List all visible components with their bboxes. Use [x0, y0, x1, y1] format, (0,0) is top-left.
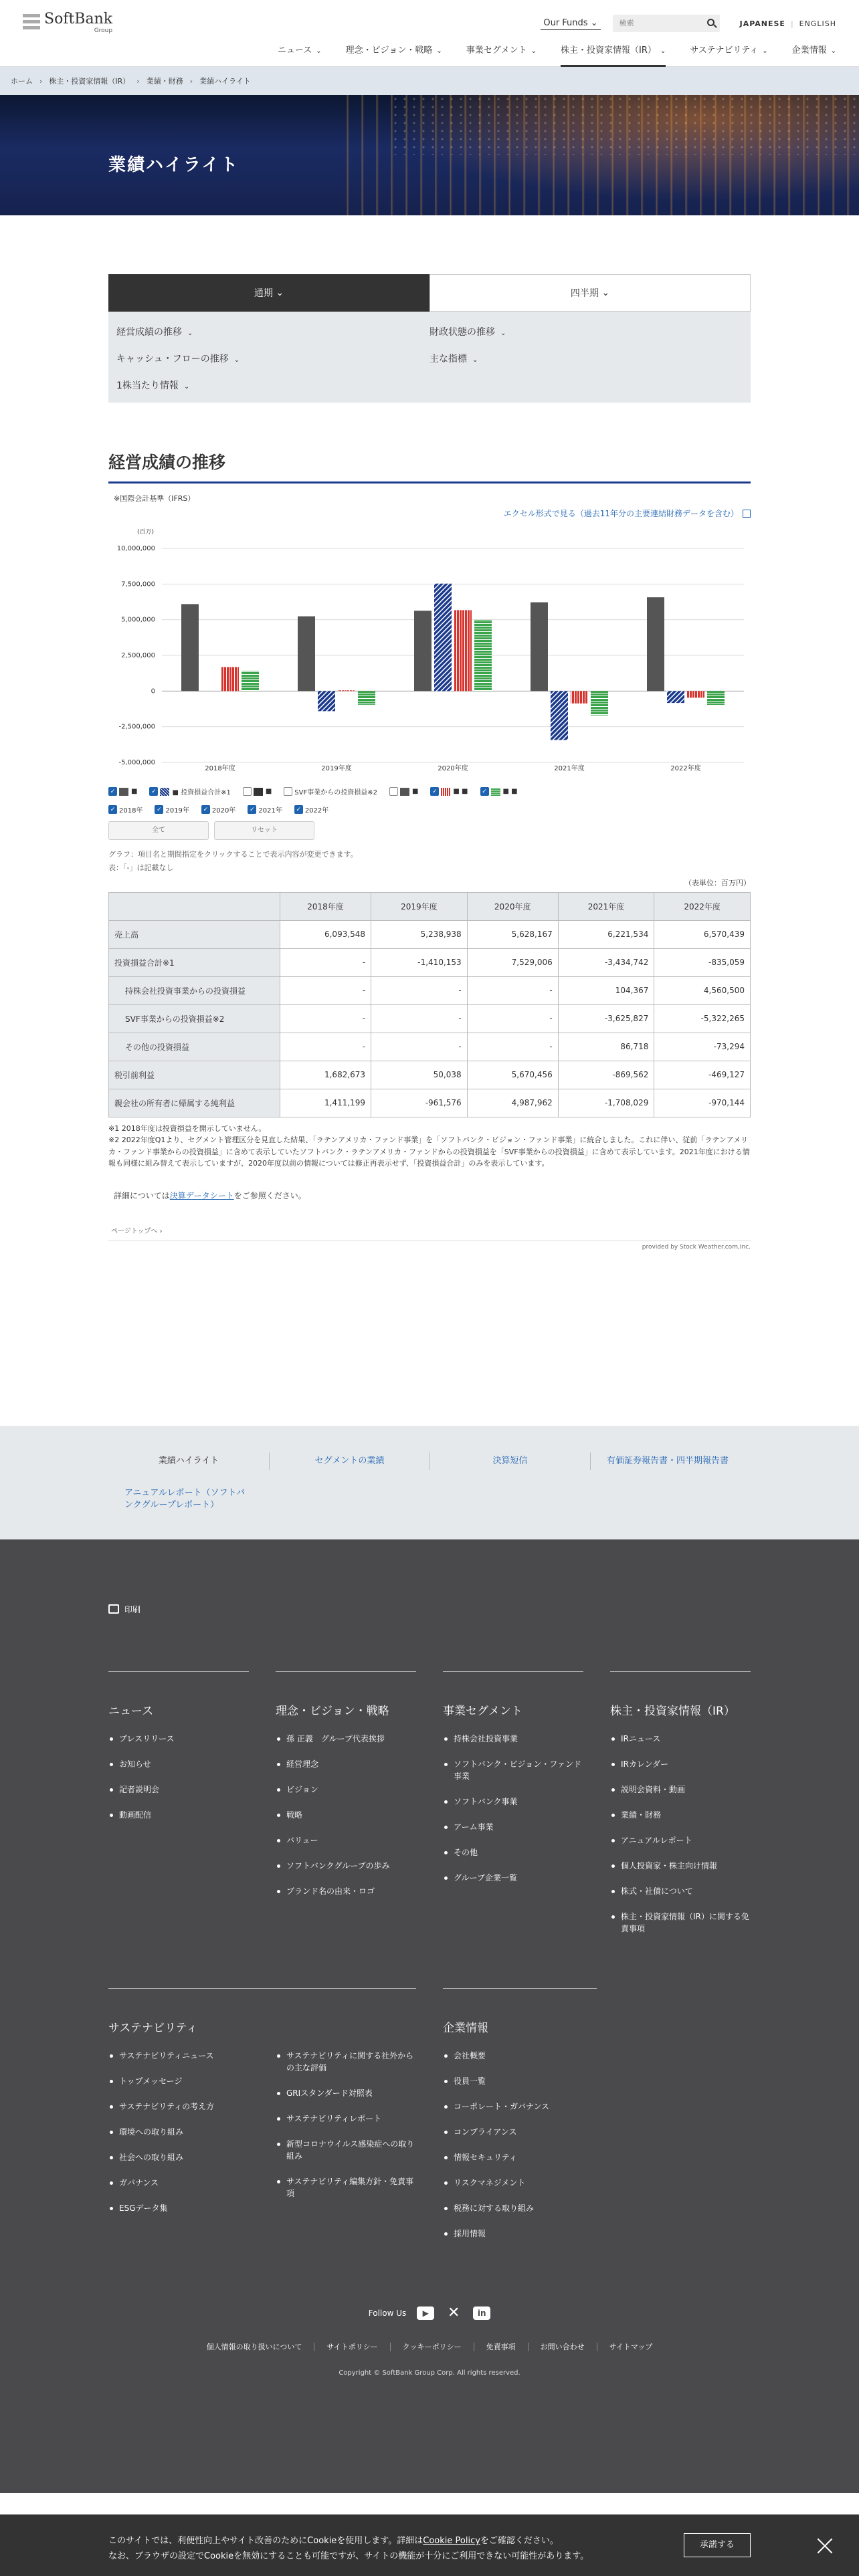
chevron-down-icon: ⌄ — [233, 356, 240, 364]
search-box — [613, 15, 720, 32]
chevron-right-icon: › — [136, 76, 140, 86]
footer-link[interactable]: 業績・財務 — [610, 1809, 751, 1821]
table-cell: 104,367 — [558, 976, 654, 1004]
row-label: 税引前利益 — [109, 1061, 280, 1089]
footnote-2: ※2 2022年度Q1より、セグメント管理区分を見直した結果、「ラテンアメリカ・ファンド事業」を「ソフトバンク・ビジョン・ファンド事業」に統合しました。これに伴い、従前「ラテンアメリカ・ファンド事業からの投資損益」に含めて表示していたソフトバンク・ラテンアメリカ・ファンドからの投資損益を「SVF事業からの投資損益」に含めて表示しています。2021年度における情報も同様に組み替えて表示していますが、2020年度以前の情報については修正再表示せず、「投資損益合計」のみを表示しています。 — [108, 1136, 750, 1168]
bar — [454, 610, 472, 691]
bar — [667, 691, 684, 703]
detail-note: 詳細については決算データシートをご参照ください。 — [114, 1190, 306, 1200]
table-cell: 5,628,167 — [467, 920, 558, 948]
table-cell: -1,708,029 — [558, 1089, 654, 1117]
gnav-sustainability[interactable]: サステナビリティ ⌄ — [690, 45, 768, 56]
table-row — [109, 1004, 751, 1033]
bar — [221, 667, 239, 691]
lang-english[interactable]: ENGLISH — [799, 19, 836, 28]
logo-text: SoftBank — [44, 11, 113, 27]
bar — [318, 691, 335, 711]
tab-quarterly[interactable]: 四半期 ⌄ — [430, 274, 751, 312]
page-title: 業績ハイライト — [108, 155, 240, 175]
chevron-down-icon: ⌄ — [316, 47, 322, 55]
footer-link[interactable]: 税務に対する取り組み — [443, 2202, 751, 2214]
excel-link[interactable]: エクセル形式で見る（過去11年分の主要連結財務データを含む） — [108, 508, 751, 519]
results-table — [108, 892, 751, 1117]
bar — [298, 617, 315, 691]
footer-col — [610, 1671, 751, 1948]
year-2018-toggle[interactable]: ✓ 2018年 — [108, 804, 142, 815]
footer-link[interactable]: ガバナンス — [108, 2177, 249, 2189]
footer-heading[interactable]: 事業セグメント — [443, 1704, 522, 1718]
bar — [242, 671, 259, 691]
footer-link[interactable]: ソフトバンク事業 — [443, 1796, 583, 1808]
crumb-ir[interactable]: 株主・投資家情報（IR） — [49, 77, 130, 86]
chevron-down-icon: ⌄ — [500, 330, 506, 337]
table-row — [109, 1089, 751, 1117]
localnav-highlights[interactable]: 業績ハイライト — [158, 1455, 219, 1466]
y-tick-label: 2,500,000 — [121, 652, 155, 659]
page-top-link[interactable]: ページトップへ › — [111, 1227, 163, 1235]
footer-link[interactable]: 環境への取り組み — [108, 2126, 249, 2138]
footer-link[interactable]: 個人投資家・株主向け情報 — [610, 1860, 751, 1872]
chart-notes — [108, 848, 751, 875]
footer-link[interactable]: ソフトバンクグループの歩み — [276, 1860, 416, 1872]
anchor-key-indicators[interactable]: 主な指標 ⌄ — [430, 354, 478, 364]
provided-by: provided by Stock Weather.com,Inc. — [108, 1241, 751, 1251]
reset-button[interactable]: リセット — [214, 821, 314, 840]
footer-link[interactable]: サステナビリティの考え方 — [108, 2101, 249, 2113]
table-cell: -469,127 — [654, 1061, 751, 1089]
bar — [338, 690, 355, 691]
chevron-down-icon: ⌄ — [601, 288, 610, 298]
breadcrumb — [0, 67, 859, 95]
search-input[interactable] — [613, 15, 700, 32]
footer-link[interactable]: 情報セキュリティ — [443, 2151, 751, 2163]
footer-link-privacy[interactable]: 個人情報の取り扱いについて — [206, 2342, 302, 2351]
utility-bar — [541, 15, 836, 32]
external-link-icon — [743, 510, 751, 518]
follow-label: Follow Us — [368, 2308, 407, 2318]
row-label: 投資損益合計※1 — [109, 948, 280, 976]
footer-link[interactable]: バリュー — [276, 1834, 416, 1846]
y-tick-label: 5,000,000 — [121, 616, 155, 624]
table-cell: 4,560,500 — [654, 976, 751, 1004]
table-cell: -3,625,827 — [558, 1004, 654, 1033]
lang-japanese[interactable]: JAPANESE — [739, 19, 785, 28]
gnav-news[interactable]: ニュース ⌄ — [277, 45, 322, 56]
table-cell: 1,682,673 — [280, 1061, 371, 1089]
footer-heading[interactable]: 理念・ビジョン・戦略 — [276, 1704, 389, 1718]
footer-link[interactable]: GRIスタンダード対照表 — [276, 2087, 416, 2099]
bar — [531, 603, 548, 691]
footer-links — [108, 2341, 751, 2352]
table-cell: - — [467, 976, 558, 1004]
footer-link[interactable]: 役員一覧 — [443, 2075, 751, 2087]
table-cell: -961,576 — [371, 1089, 468, 1117]
table-cell: - — [280, 976, 371, 1004]
legend-svf[interactable]: SVF事業からの投資損益※2 — [284, 786, 377, 796]
gnav-vision[interactable]: 理念・ビジョン・戦略 ⌄ — [345, 45, 442, 56]
table-row — [109, 920, 751, 948]
footer-link[interactable]: グループ企業一覧 — [443, 1872, 583, 1884]
local-nav — [0, 1426, 859, 1539]
footer-col-corporate — [443, 1988, 751, 2253]
footer-link[interactable]: プレスリリース — [108, 1733, 249, 1745]
table-cell: -869,562 — [558, 1061, 654, 1089]
year-legend — [108, 804, 751, 815]
footer-link[interactable]: 経営理念 — [276, 1758, 416, 1770]
table-cell: 6,221,534 — [558, 920, 654, 948]
bar — [687, 691, 704, 697]
footer-link[interactable]: 戦略 — [276, 1809, 416, 1821]
table-cell: -73,294 — [654, 1033, 751, 1061]
footer-link[interactable]: その他 — [443, 1846, 583, 1858]
year-2021-toggle[interactable]: ✓ 2021年 — [248, 804, 282, 815]
legend-investment[interactable]: ✓ ■ 投資損益合計※1 — [149, 786, 230, 796]
table-cell: - — [371, 976, 468, 1004]
chevron-down-icon: ⌄ — [183, 383, 190, 391]
footer-link[interactable]: アーム事業 — [443, 1821, 583, 1833]
bar — [647, 597, 664, 691]
gnav-corporate[interactable]: 企業情報 ⌄ — [791, 45, 836, 56]
table-cell: 6,570,439 — [654, 920, 751, 948]
footer-columns — [108, 1671, 751, 1948]
chart-buttons — [108, 821, 751, 840]
footer-heading[interactable]: 株主・投資家情報（IR） — [610, 1704, 735, 1718]
y-tick-label: -5,000,000 — [118, 759, 155, 766]
y-tick-label: -2,500,000 — [118, 723, 155, 731]
table-row — [109, 948, 751, 976]
footer-link[interactable]: 記者説明会 — [108, 1784, 249, 1796]
year-2019-toggle[interactable]: ✓ 2019年 — [155, 804, 189, 815]
footer-link[interactable]: 新型コロナウイルス感染症への取り組み — [276, 2138, 416, 2162]
legend-net-income[interactable]: ✓ ■ ■ — [480, 787, 518, 796]
table-row — [109, 1061, 751, 1089]
chevron-down-icon: ⌄ — [472, 356, 478, 364]
table-cell: 50,038 — [371, 1061, 468, 1089]
table-cell: - — [467, 1004, 558, 1033]
softbank-logo[interactable] — [23, 12, 112, 34]
table-cell: -5,322,265 — [654, 1004, 751, 1033]
bar — [434, 584, 452, 691]
footer-link[interactable]: ソフトバンク・ビジョン・ファンド事業 — [443, 1758, 583, 1782]
footer-link[interactable]: 社会への取り組み — [108, 2151, 249, 2163]
results-chart — [108, 522, 751, 778]
y-tick-label: 7,500,000 — [121, 580, 155, 588]
global-nav — [254, 43, 836, 67]
footer-link[interactable]: 動画配信 — [108, 1809, 249, 1821]
footer-link-disclaimer[interactable]: 免責事項 — [474, 2343, 528, 2351]
x-tick-label: 2019年度 — [321, 765, 352, 772]
table-col-header: 2018年度 — [280, 892, 371, 920]
footer-link[interactable]: 説明会資料・動画 — [610, 1784, 751, 1796]
table-cell: 4,987,962 — [467, 1089, 558, 1117]
footer-link[interactable]: 孫 正義 グループ代表挨拶 — [276, 1733, 416, 1745]
row-label: SVF事業からの投資損益※2 — [109, 1004, 280, 1033]
chevron-down-icon: ⌄ — [276, 288, 284, 298]
localnav-securities-report[interactable]: 有価証券報告書・四半期報告書 — [590, 1453, 751, 1470]
cookie-banner — [0, 2514, 859, 2576]
footer-link[interactable]: ESGデータ集 — [108, 2202, 249, 2214]
period-tabs — [108, 274, 751, 312]
table-cell: 1,411,199 — [280, 1089, 371, 1117]
bar — [551, 691, 568, 740]
row-label: その他の投資損益 — [109, 1033, 280, 1061]
footer-link-cookie-policy[interactable]: クッキーポリシー — [390, 2343, 474, 2351]
chevron-down-icon: ⌄ — [531, 47, 537, 55]
footer-col — [443, 1671, 583, 1948]
footer-link[interactable]: 持株会社投資事業 — [443, 1733, 583, 1745]
crumb-current: 業績ハイライト — [199, 77, 251, 86]
footer-heading[interactable]: ニュース — [108, 1704, 154, 1718]
table-cell: - — [280, 1004, 371, 1033]
site-header — [0, 0, 859, 67]
accept-cookie-button[interactable]: 承諾する — [684, 2533, 751, 2557]
footer-heading[interactable]: サステナビリティ — [108, 2021, 198, 2035]
y-tick-label: 10,000,000 — [116, 545, 155, 552]
table-cell: 5,238,938 — [371, 920, 468, 948]
follow-us — [108, 2306, 751, 2320]
chevron-right-icon: › — [159, 1227, 163, 1235]
cookie-message: このサイトでは、利便性向上やサイト改善のためにCookieを使用します。詳細はCookie Policyをご確認ください。 なお、ブラウザの設定でCookieを無効にすることも可能ですが、サイトの機能が十分にご利用できない可能性があります。 — [108, 2536, 589, 2562]
footer-link[interactable]: サステナビリティに関する社外からの主な評価 — [276, 2050, 416, 2074]
footer-link[interactable]: コーポレート・ガバナンス — [443, 2101, 751, 2113]
chevron-right-icon: › — [189, 76, 193, 86]
series-legend — [108, 786, 751, 796]
search-icon[interactable] — [707, 19, 714, 26]
footer-link-site-policy[interactable]: サイトポリシー — [314, 2343, 389, 2351]
x-twitter-icon[interactable]: ✕ — [448, 2304, 460, 2321]
chevron-down-icon: ⌄ — [187, 330, 193, 337]
x-tick-label: 2020年度 — [438, 765, 468, 772]
footer-link[interactable]: ブランド名の由来・ロゴ — [276, 1885, 416, 1897]
chevron-down-icon: ⌄ — [762, 47, 768, 55]
chevron-right-icon: › — [39, 76, 43, 86]
note-graph: グラフ：項目名と期間指定をクリックすることで表示内容が変更できます。 — [108, 850, 358, 859]
anchor-results[interactable]: 経営成績の推移 ⌄ — [116, 327, 193, 338]
anchor-cash-flow[interactable]: キャッシュ・フローの推移 ⌄ — [116, 354, 240, 364]
footer-link-contact[interactable]: お問い合わせ — [528, 2343, 597, 2351]
table-header-row — [109, 892, 751, 920]
table-cell: - — [280, 948, 371, 976]
footer-link[interactable]: サステナビリティレポート — [276, 2113, 416, 2125]
table-col-header: 2020年度 — [467, 892, 558, 920]
footer-link[interactable]: お知らせ — [108, 1758, 249, 1770]
table-col-header: 2021年度 — [558, 892, 654, 920]
chevron-down-icon: ⌄ — [830, 47, 836, 55]
crumb-finance[interactable]: 業績・財務 — [146, 77, 183, 86]
note-table: 表：「-」は記載なし — [108, 863, 174, 872]
footer-link[interactable]: サステナビリティ編集方針・免責事項 — [276, 2175, 416, 2199]
bar — [474, 620, 492, 691]
close-icon[interactable] — [815, 2536, 835, 2556]
table-corner — [109, 892, 280, 920]
show-all-button[interactable]: 全て — [108, 821, 209, 840]
site-footer — [0, 1539, 859, 2493]
table-cell: -970,144 — [654, 1089, 751, 1117]
anchor-financial-position[interactable]: 財政状態の推移 ⌄ — [430, 327, 506, 338]
localnav-annual-report[interactable]: アニュアルレポート（ソフトバンクグループレポート） — [124, 1488, 246, 1511]
bar — [707, 691, 725, 705]
footer-columns-2 — [108, 1988, 751, 2253]
tab-annual[interactable]: 通期 ⌄ — [108, 274, 430, 312]
footer-link[interactable]: コンプライアンス — [443, 2126, 751, 2138]
logo-sub: Group — [94, 27, 113, 34]
footer-col — [108, 1671, 249, 1948]
footer-link[interactable]: トップメッセージ — [108, 2075, 249, 2087]
localnav-segments[interactable]: セグメントの業績 — [269, 1453, 430, 1470]
chevron-down-icon: ⌄ — [660, 47, 666, 55]
footer-link[interactable]: IRカレンダー — [610, 1758, 751, 1770]
footnote-1: ※1 2018年度は投資損益を開示していません。 — [108, 1123, 266, 1133]
our-funds-dropdown[interactable] — [541, 17, 600, 30]
footer-link[interactable]: 株式・社債について — [610, 1885, 751, 1897]
table-cell: 7,529,006 — [467, 948, 558, 976]
datasheet-link[interactable]: 決算データシート — [169, 1190, 234, 1200]
table-cell: -1,410,153 — [371, 948, 468, 976]
gnav-segments[interactable]: 事業セグメント ⌄ — [466, 45, 537, 56]
hero-banner — [0, 95, 859, 215]
footer-link[interactable]: 採用情報 — [443, 2228, 751, 2240]
footer-heading[interactable]: 企業情報 — [443, 2021, 488, 2035]
table-cell: - — [371, 1033, 468, 1061]
bar-chart — [108, 522, 751, 776]
table-row — [109, 1033, 751, 1061]
crumb-home[interactable]: ホーム — [11, 77, 33, 86]
legend-holdco[interactable]: ■ — [243, 787, 272, 796]
table-cell: -3,434,742 — [558, 948, 654, 976]
chevron-down-icon: ⌄ — [436, 47, 442, 55]
footnotes — [108, 1123, 751, 1170]
year-2022-toggle[interactable]: ✓ 2022年 — [294, 804, 328, 815]
table-unit: （表単位：百万円） — [684, 878, 751, 887]
footer-link[interactable]: 株主・投資家情報（IR）に関する免責事項 — [610, 1911, 751, 1935]
table-cell: -835,059 — [654, 948, 751, 976]
y-axis-label: (百万) — [136, 529, 154, 536]
x-tick-label: 2021年度 — [554, 765, 585, 772]
row-label: 売上高 — [109, 920, 280, 948]
bar — [414, 611, 432, 691]
row-label: 持株会社投資事業からの投資損益 — [109, 976, 280, 1004]
footer-col — [276, 1671, 416, 1948]
bar — [571, 691, 588, 704]
x-tick-label: 2022年度 — [670, 765, 701, 772]
footer-link-sitemap[interactable]: サイトマップ — [597, 2343, 665, 2351]
footer-link[interactable]: 会社概要 — [443, 2050, 751, 2062]
legend-other[interactable]: ■ — [389, 787, 418, 796]
printer-icon — [108, 1604, 119, 1614]
table-body — [109, 920, 751, 1117]
section-title: 経営成績の推移 — [108, 449, 751, 484]
main-content — [108, 274, 751, 1251]
table-cell: 5,670,456 — [467, 1061, 558, 1089]
footer-link[interactable]: アニュアルレポート — [610, 1834, 751, 1846]
table-col-header: 2019年度 — [371, 892, 468, 920]
copyright: Copyright © SoftBank Group Corp. All rights reserved. — [339, 2369, 520, 2377]
bar — [591, 691, 608, 715]
legend-pretax[interactable]: ✓ ■ ■ — [430, 787, 468, 796]
cookie-policy-link[interactable]: Cookie Policy — [423, 2536, 480, 2546]
table-cell: 86,718 — [558, 1033, 654, 1061]
anchor-per-share[interactable]: 1株当たり情報 ⌄ — [116, 381, 190, 391]
gnav-ir[interactable]: 株主・投資家情報（IR） ⌄ — [561, 43, 666, 67]
x-tick-label: 2018年度 — [205, 765, 235, 772]
bar — [358, 691, 375, 705]
bar — [181, 604, 199, 691]
table-cell: - — [467, 1033, 558, 1061]
footer-col-sustainability — [108, 1988, 416, 2253]
our-funds-label: Our Funds — [543, 18, 588, 28]
table-cell: - — [371, 1004, 468, 1033]
legend-sales[interactable]: ✓ ■ — [108, 787, 137, 796]
y-tick-label: 0 — [151, 687, 155, 695]
youtube-icon[interactable]: ▶ — [417, 2306, 434, 2320]
footer-link[interactable]: IRニュース — [610, 1733, 751, 1745]
row-label: 親会社の所有者に帰属する純利益 — [109, 1089, 280, 1117]
linkedin-icon[interactable]: in — [473, 2306, 490, 2320]
table-cell: - — [280, 1033, 371, 1061]
section-anchor-nav — [108, 312, 751, 403]
year-2020-toggle[interactable]: ✓ 2020年 — [201, 804, 235, 815]
footer-link[interactable]: ビジョン — [276, 1784, 416, 1796]
footer-link[interactable]: サステナビリティニュース — [108, 2050, 249, 2062]
footer-link[interactable]: リスクマネジメント — [443, 2177, 751, 2189]
language-switch: JAPANESE | ENGLISH — [739, 19, 836, 28]
logo-mark-icon — [23, 14, 40, 30]
chevron-down-icon: ⌄ — [590, 18, 598, 28]
table-col-header: 2022年度 — [654, 892, 751, 920]
localnav-tanshin[interactable]: 決算短信 — [430, 1453, 590, 1470]
table-row — [109, 976, 751, 1004]
accounting-standard: ※国際会計基準（IFRS） — [114, 494, 195, 503]
table-cell: 6,093,548 — [280, 920, 371, 948]
print-button[interactable]: 印刷 — [108, 1604, 751, 1615]
